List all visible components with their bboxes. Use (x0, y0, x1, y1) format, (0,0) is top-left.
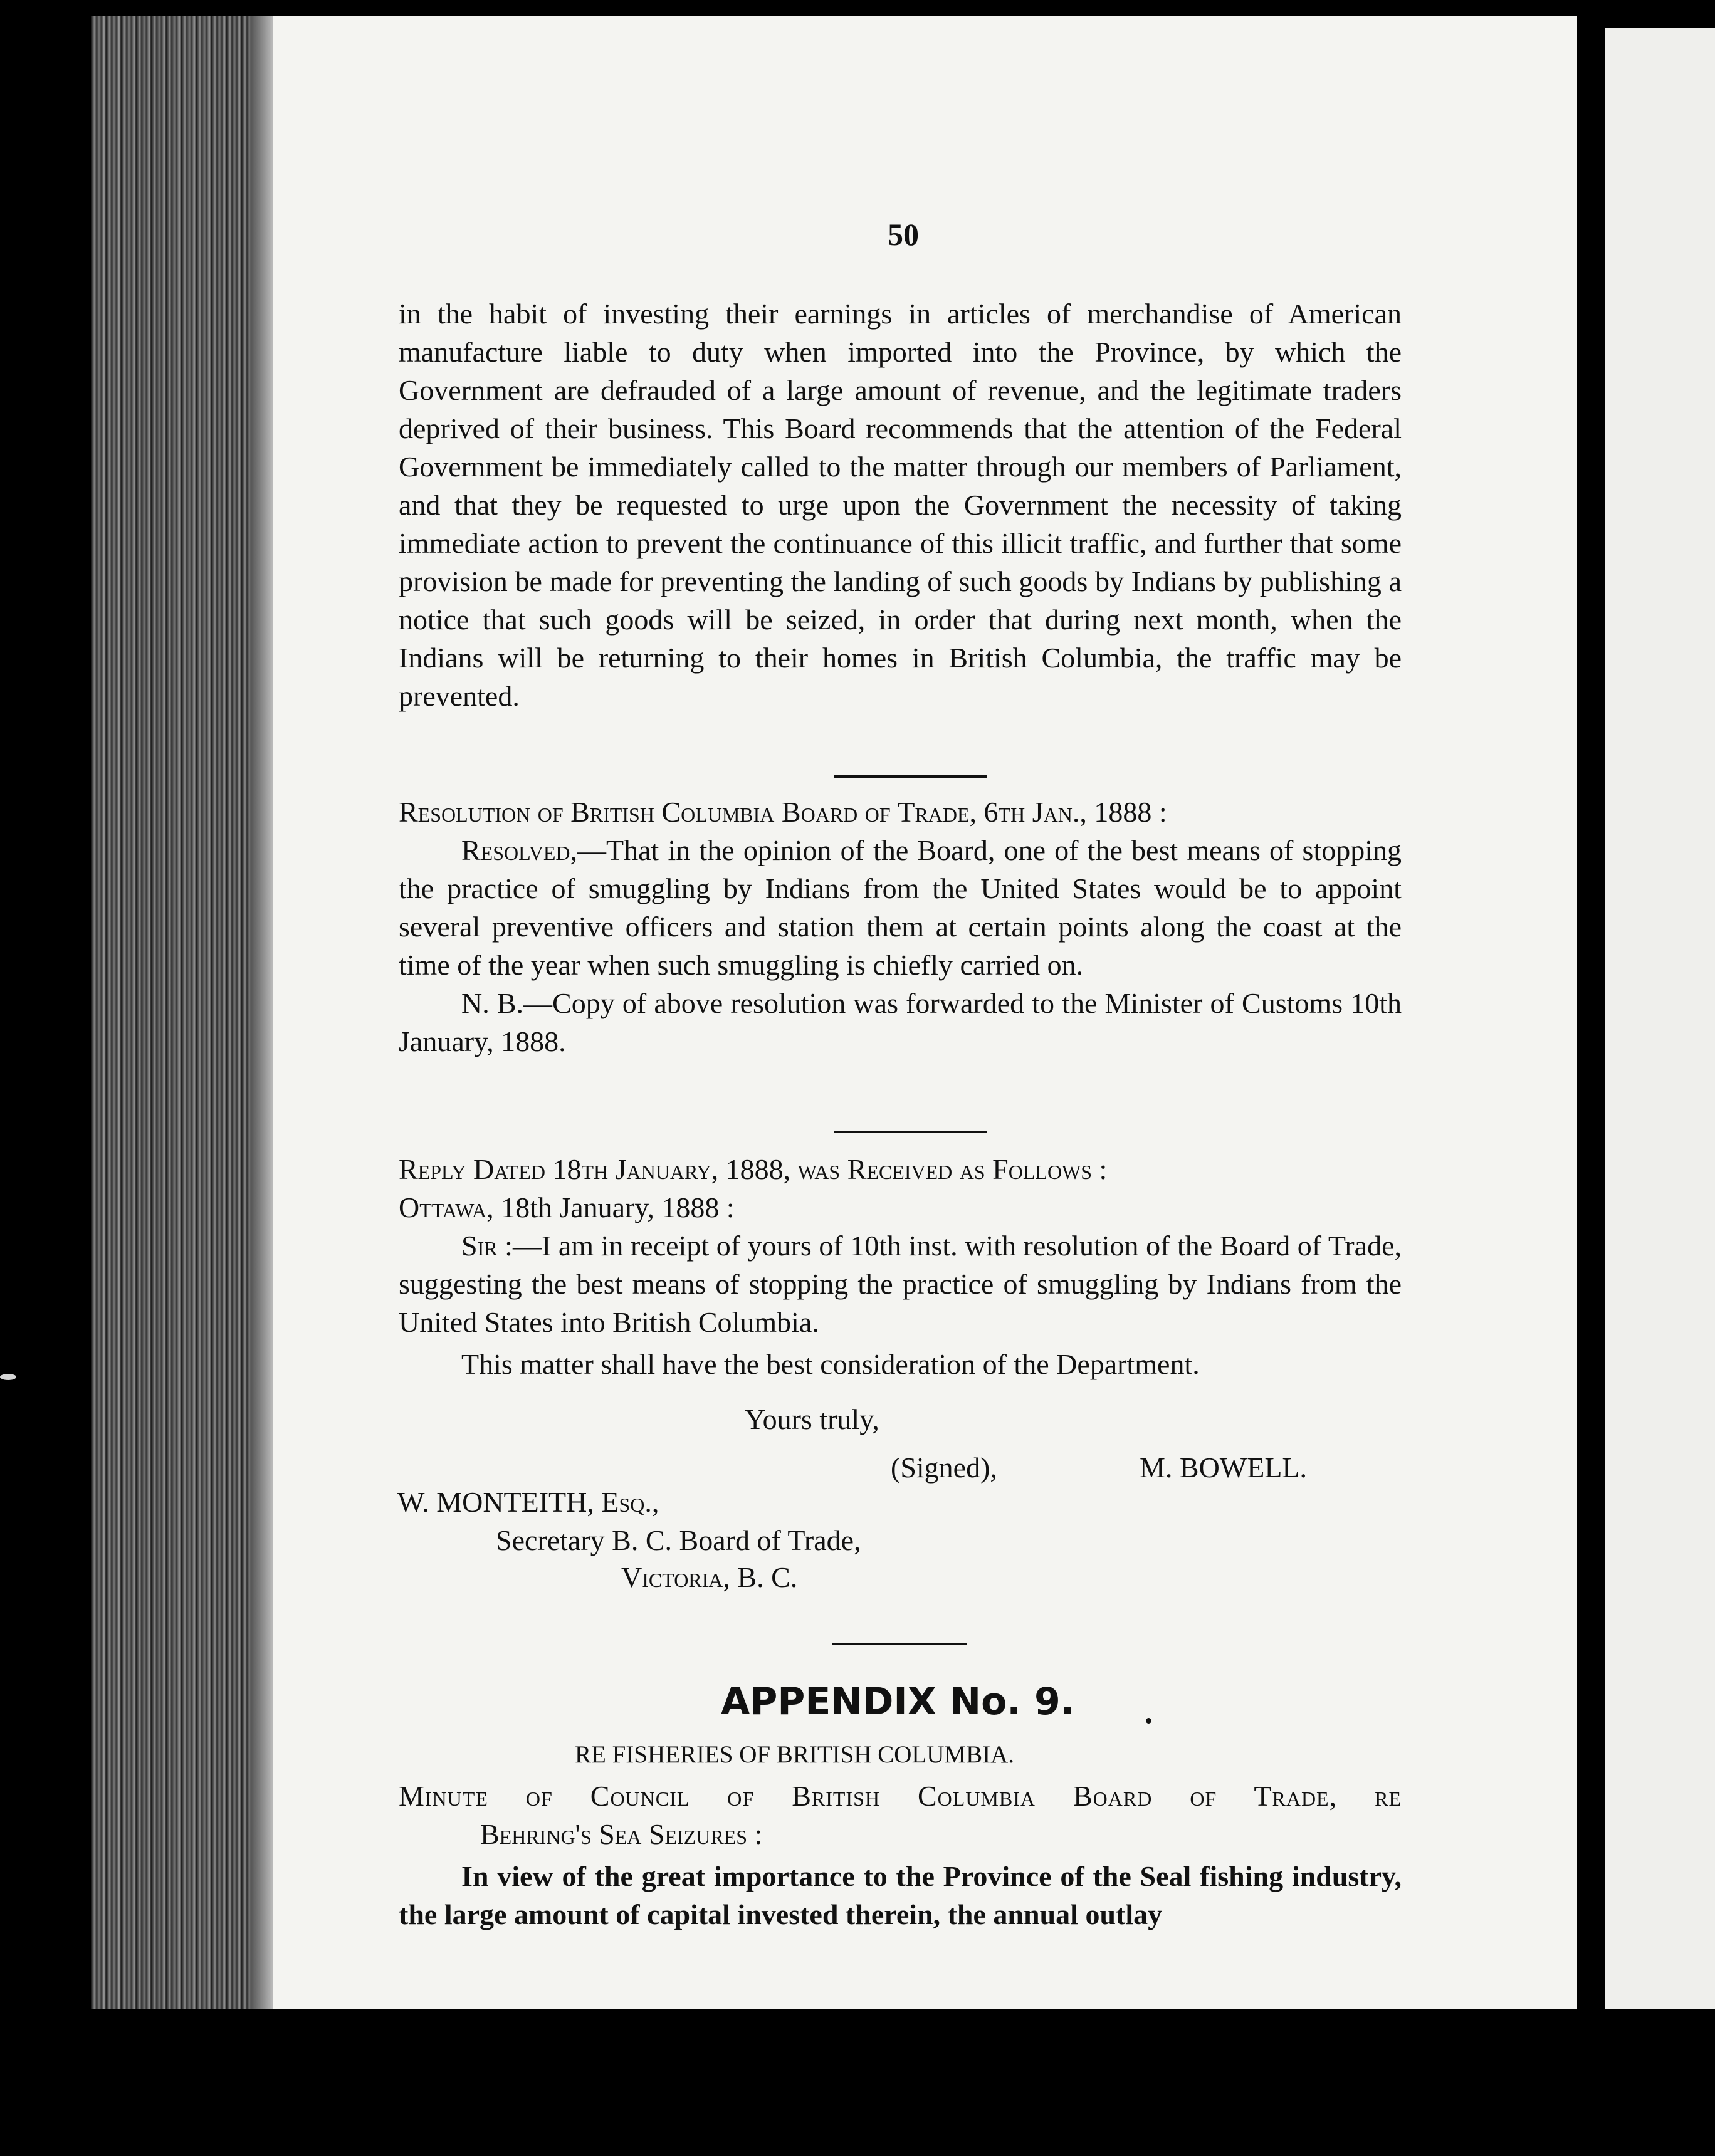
book-binding-edge (91, 16, 273, 2009)
appendix-subtitle: RE FISHERIES OF BRITISH COLUMBIA. (575, 1741, 1014, 1768)
book-page (273, 16, 1577, 2009)
valediction: Yours truly, (745, 1403, 879, 1435)
reply-heading: Reply Dated 18th January, 1888, was Received as Follows : (399, 1153, 1108, 1185)
reply-body-text: :—I am in receipt of yours of 10th inst. with resolution of the Board of Trade, suggesting the best means of stopping the practice of smuggling by Indians from the United States into British Columbia. (399, 1230, 1402, 1338)
resolution-text (399, 831, 1402, 984)
dateline-date: , 18th January, 1888 : (486, 1191, 735, 1223)
minute-opening: In view of the great importance to the Province of the Seal fishing industry, the large amount of capital invested therein, the annual outlay (399, 1860, 1402, 1930)
dateline-place: Ottawa (399, 1191, 487, 1223)
resolution-lead: Resolved, (461, 834, 578, 866)
addressee-title: Esq., (601, 1486, 659, 1518)
stray-dot (1146, 1718, 1151, 1724)
minute-heading-line2: Behring's Sea Seizures : (480, 1818, 763, 1850)
addressee-city: Victoria, B. C. (621, 1561, 798, 1593)
facing-page (1605, 28, 1715, 2009)
page-number: 50 (888, 217, 919, 252)
opening-paragraph-block (399, 295, 1402, 715)
section-divider (834, 775, 987, 778)
reply-section (399, 1150, 1402, 1383)
minute-heading-line1: Minute of Council of British Columbia Board of Trade, re (399, 1780, 1402, 1812)
reply-closing-sentence: This matter shall have the best consideration of the Department. (461, 1348, 1200, 1380)
scan-speck (0, 1374, 16, 1380)
resolution-section (399, 793, 1402, 1060)
minute-section (399, 1777, 1402, 1934)
reply-body (399, 1227, 1402, 1341)
page-shadow (251, 16, 273, 2009)
resolution-body: —That in the opinion of the Board, one of the best means of stopping the practice of smuggling by Indians from the United States would be to appoint several preventive officers and station them at certain points along the coast at the time of the year when such smuggling is chiefly carried on. (399, 834, 1402, 981)
section-divider-2 (834, 1131, 987, 1133)
addressee-line (397, 1485, 659, 1519)
opening-paragraph: in the habit of investing their earnings in articles of merchandise of American manufacture liable to duty when imported into the Province, by which the Government are defrauded of a large amount of revenue, and the legitimate traders deprived of their business. This Board recommends that the attention of the Federal Government be immediately called to the matter through our members of Parliament, and that they be requested to urge upon the Government the necessity of taking immediate action to prevent the continuance of this illicit traffic, and further that some provision be made for preventing the landing of such goods by Indians by publishing a notice that such goods will be seized, in order that during next month, when the Indians will be returning to their homes in British Columbia, the traffic may be prevented. (399, 298, 1402, 712)
addressee-position: Secretary B. C. Board of Trade, (496, 1524, 861, 1556)
signatory-name: M. BOWELL. (1140, 1452, 1308, 1484)
reply-dateline (399, 1188, 1402, 1227)
signed-label: (Signed), (891, 1452, 997, 1484)
resolution-heading: Resolution of British Columbia Board of Trade, 6th Jan., 1888 : (399, 796, 1167, 828)
appendix-divider (832, 1643, 967, 1645)
resolution-note: N. B.—Copy of above resolution was forwarded to the Minister of Customs 10th January, 1888. (399, 987, 1402, 1057)
appendix-title: APPENDIX No. 9. (721, 1680, 1075, 1724)
reply-salutation: Sir (461, 1230, 498, 1262)
addressee-name: W. MONTEITH, (397, 1486, 594, 1518)
